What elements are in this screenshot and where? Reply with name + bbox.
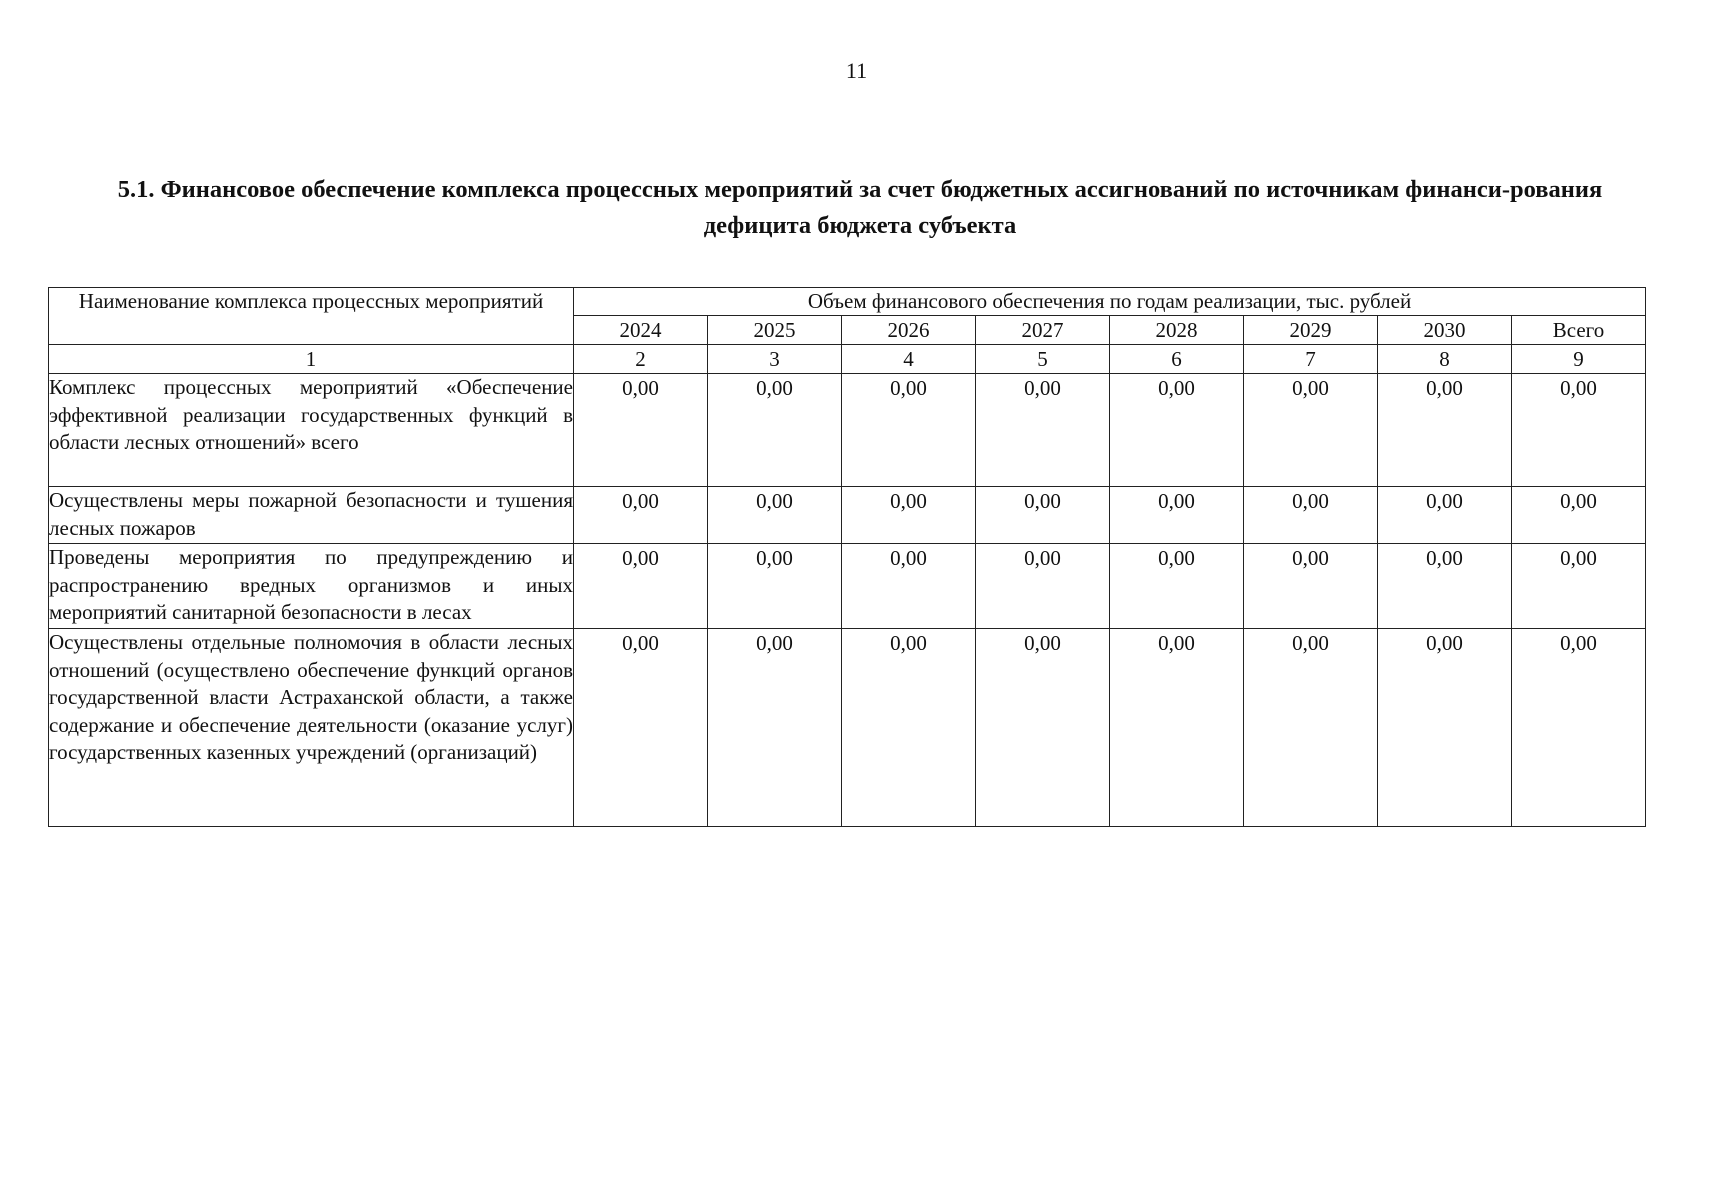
value-cell: 0,00 (976, 629, 1110, 827)
section-title: 5.1. Финансовое обеспечение комплекса процессных мероприятий за счет бюджетных ассигнований по источникам финанси-рования дефицита бюджета субъекта (117, 176, 1603, 239)
column-number: 8 (1378, 345, 1512, 374)
row-name: Проведены мероприятия по предупреждению и распространению вредных организмов и иных мероприятий санитарной безопасности в лесах (49, 544, 574, 629)
value-cell: 0,00 (842, 374, 976, 487)
value-cell: 0,00 (1512, 487, 1646, 544)
value-cell: 0,00 (574, 374, 708, 487)
value-cell: 0,00 (574, 544, 708, 629)
value-cell: 0,00 (1378, 629, 1512, 827)
column-number: 2 (574, 345, 708, 374)
year-header-2028: 2028 (1110, 316, 1244, 345)
header-row-group (49, 288, 1646, 316)
value-cell: 0,00 (1244, 374, 1378, 487)
value-cell: 0,00 (842, 487, 976, 544)
value-cell: 0,00 (1378, 544, 1512, 629)
row-name: Комплекс процессных мероприятий «Обеспечение эффективной реализации государственных функций в области лесных отношений» всего (49, 374, 574, 487)
year-header-2025: 2025 (708, 316, 842, 345)
value-cell: 0,00 (1244, 544, 1378, 629)
table-row (49, 629, 1646, 827)
year-header-2024: 2024 (574, 316, 708, 345)
value-cell: 0,00 (708, 544, 842, 629)
year-header-2030: 2030 (1378, 316, 1512, 345)
value-cell: 0,00 (1378, 487, 1512, 544)
column-number: 5 (976, 345, 1110, 374)
year-header-2029: 2029 (1244, 316, 1378, 345)
value-cell: 0,00 (1512, 544, 1646, 629)
table-row (49, 487, 1646, 544)
column-number: 3 (708, 345, 842, 374)
value-cell: 0,00 (842, 629, 976, 827)
value-cell: 0,00 (574, 629, 708, 827)
value-cell: 0,00 (1110, 374, 1244, 487)
table-row (49, 544, 1646, 629)
year-header-2027: 2027 (976, 316, 1110, 345)
row-name: Осуществлены отдельные полномочия в области лесных отношений (осуществлено обеспечение функций органов государственной власти Астраханской области, а также содержание и обеспечение деятельности (оказание услуг) государственных казенных учреждений (организаций) (49, 629, 574, 827)
column-number: 9 (1512, 345, 1646, 374)
financing-volume-header: Объем финансового обеспечения по годам реализации, тыс. рублей (574, 288, 1646, 316)
value-cell: 0,00 (842, 544, 976, 629)
column-number: 6 (1110, 345, 1244, 374)
value-cell: 0,00 (1512, 374, 1646, 487)
year-header-2026: 2026 (842, 316, 976, 345)
table-row (49, 374, 1646, 487)
value-cell: 0,00 (976, 544, 1110, 629)
name-column-header: Наименование комплекса процессных мероприятий (49, 288, 574, 345)
total-header: Всего (1512, 316, 1646, 345)
financing-table (48, 287, 1646, 827)
value-cell: 0,00 (1378, 374, 1512, 487)
column-number-row (49, 345, 1646, 374)
value-cell: 0,00 (976, 487, 1110, 544)
column-number: 4 (842, 345, 976, 374)
value-cell: 0,00 (1110, 487, 1244, 544)
value-cell: 0,00 (1244, 487, 1378, 544)
value-cell: 0,00 (1512, 629, 1646, 827)
value-cell: 0,00 (708, 374, 842, 487)
value-cell: 0,00 (976, 374, 1110, 487)
page-number: 11 (845, 58, 868, 83)
value-cell: 0,00 (708, 487, 842, 544)
value-cell: 0,00 (1244, 629, 1378, 827)
value-cell: 0,00 (708, 629, 842, 827)
value-cell: 0,00 (1110, 629, 1244, 827)
value-cell: 0,00 (1110, 544, 1244, 629)
value-cell: 0,00 (574, 487, 708, 544)
column-number: 7 (1244, 345, 1378, 374)
column-number: 1 (49, 345, 574, 374)
row-name: Осуществлены меры пожарной безопасности и тушения лесных пожаров (49, 487, 574, 544)
